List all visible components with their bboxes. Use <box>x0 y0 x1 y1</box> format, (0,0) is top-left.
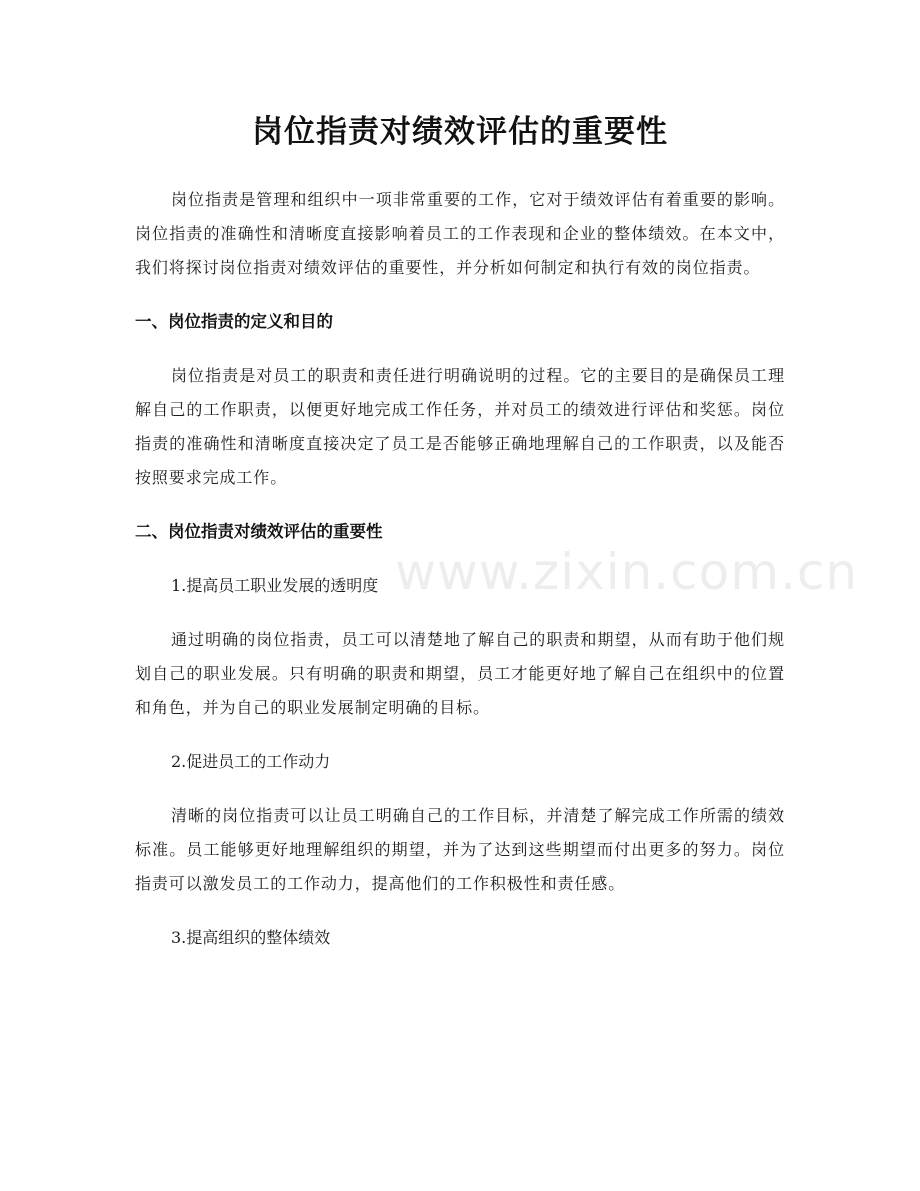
subsection-paragraph-motivation: 清晰的岗位指责可以让员工明确自己的工作目标，并清楚了解完成工作所需的绩效标准。员工能够更好地理解组织的期望，并为了达到这些期望而付出更多的努力。岗位指责可以激发员工的工作动力，提高他们的工作积极性和责任感。 <box>135 806 785 893</box>
subsection-paragraph-transparency: 通过明确的岗位指责，员工可以清楚地了解自己的职责和期望，从而有助于他们规划自己的职业发展。只有明确的职责和期望，员工才能更好地了解自己在组织中的位置和角色，并为自己的职业发展制定明确的目标。 <box>135 630 785 717</box>
intro-paragraph: 岗位指责是管理和组织中一项非常重要的工作，它对于绩效评估有着重要的影响。岗位指责的准确性和清晰度直接影响着员工的工作表现和企业的整体绩效。在本文中，我们将探讨岗位指责对绩效评估的重要性，并分析如何制定和执行有效的岗位指责。 <box>135 190 785 277</box>
subsection-title-transparency: 1.提高员工职业发展的透明度 <box>171 576 379 595</box>
section-heading-importance: 二、岗位指责对绩效评估的重要性 <box>135 522 383 541</box>
section-paragraph-definition: 岗位指责是对员工的职责和责任进行明确说明的过程。它的主要目的是确保员工理解自己的工作职责，以便更好地完成工作任务，并对员工的绩效进行评估和奖惩。岗位指责的准确性和清晰度直接决定了员工是否能够正确地理解自己的工作职责，以及能否按照要求完成工作。 <box>135 366 785 487</box>
section-heading-definition: 一、岗位指责的定义和目的 <box>135 312 333 331</box>
watermark: www.zixin.com.cn <box>395 543 859 601</box>
subsection-title-performance: 3.提高组织的整体绩效 <box>171 928 331 947</box>
document-body <box>135 183 785 975</box>
document-title: 岗位指责对绩效评估的重要性 <box>252 114 668 150</box>
subsection-title-motivation: 2.促进员工的工作动力 <box>171 752 331 771</box>
